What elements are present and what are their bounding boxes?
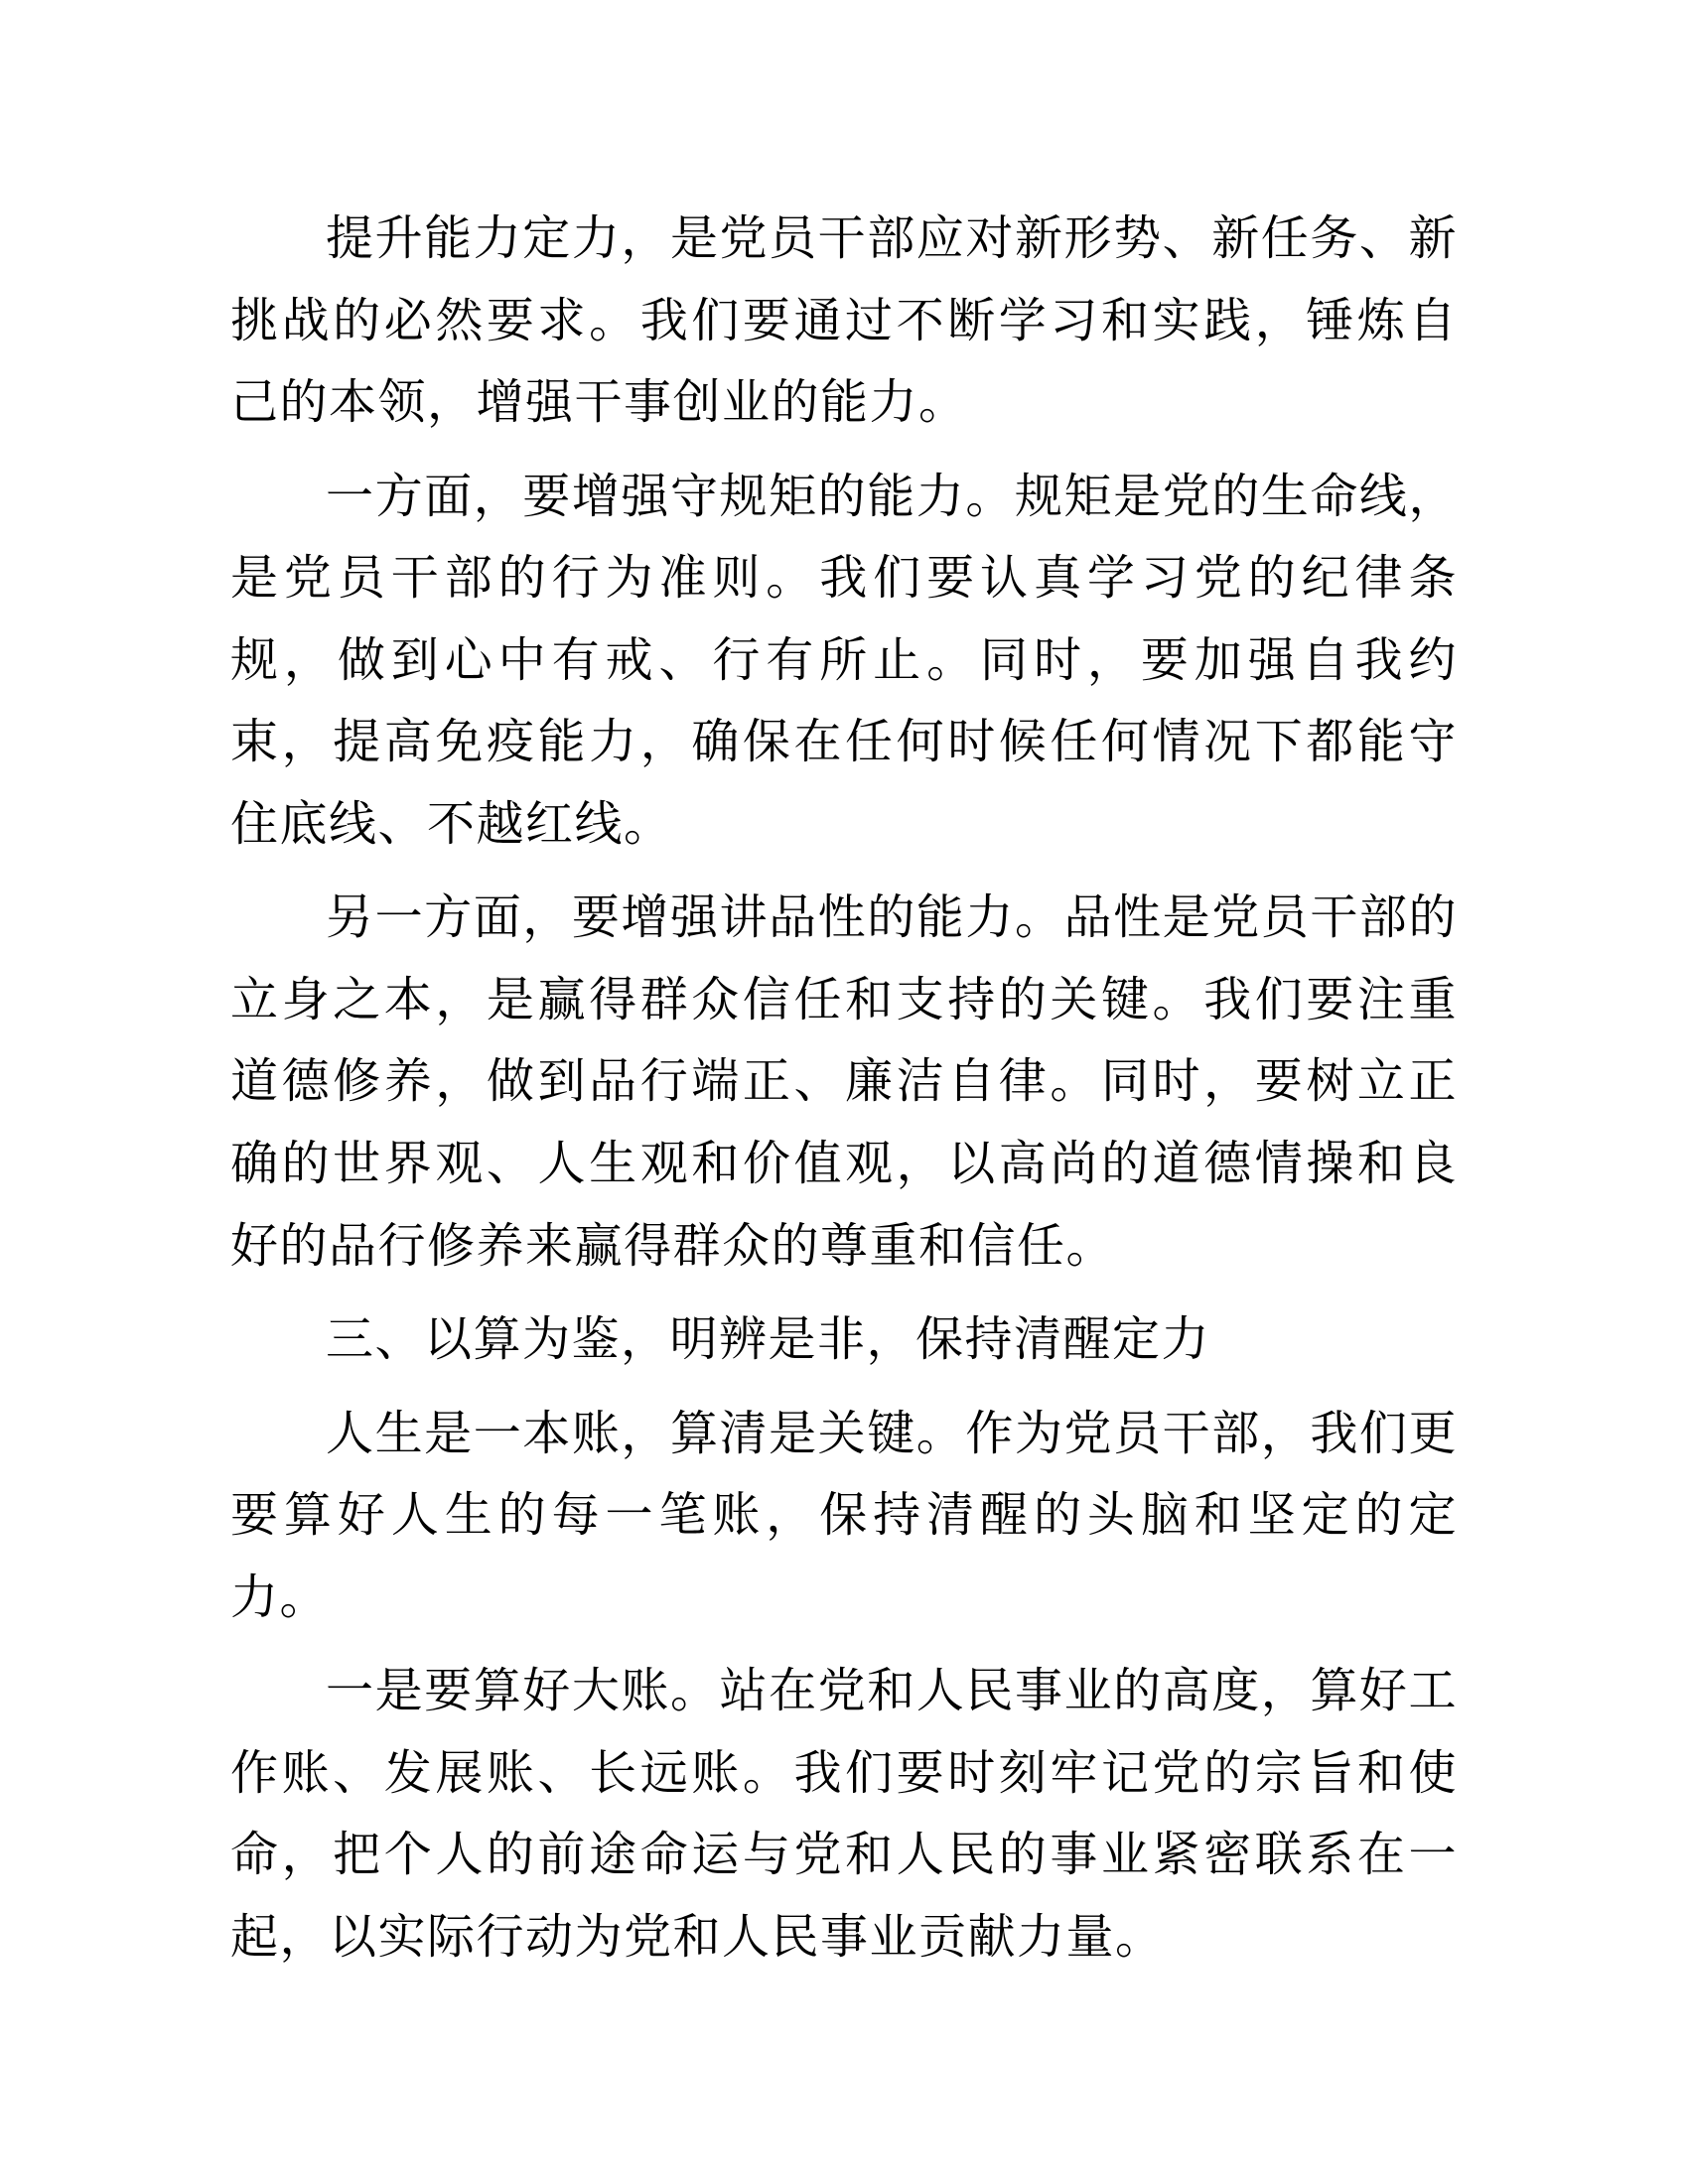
body-paragraph: 提升能力定力，是党员干部应对新形势、新任务、新挑战的必然要求。我们要通过不断学习和实践，锤炼自己的本领，增强干事创业的能力。: [230, 212, 1458, 430]
document-content: [230, 199, 1458, 1979]
body-paragraph: 人生是一本账，算清是关键。作为党员干部，我们更要算好人生的每一笔账，保持清醒的头脑和坚定的定力。: [230, 1407, 1458, 1624]
section-heading: 三、以算为鉴，明辨是非，保持清醒定力: [326, 1313, 1211, 1367]
body-paragraph: 一是要算好大账。站在党和人民事业的高度，算好工作账、发展账、长远账。我们要时刻牢记党的宗旨和使命，把个人的前途命运与党和人民的事业紧密联系在一起，以实际行动为党和人民事业贡献力量。: [230, 1665, 1458, 1964]
body-paragraph: 一方面，要增强守规矩的能力。规矩是党的生命线，是党员干部的行为准则。我们要认真学习党的纪律条规，做到心中有戒、行有所止。同时，要加强自我约束，提高免疫能力，确保在任何时候任何情况下都能守住底线、不越红线。: [230, 470, 1458, 851]
body-paragraph: 另一方面，要增强讲品性的能力。品性是党员干部的立身之本，是赢得群众信任和支持的关键。我们要注重道德修养，做到品行端正、廉洁自律。同时，要树立正确的世界观、人生观和价值观，以高尚的道德情操和良好的品行修养来赢得群众的尊重和信任。: [230, 891, 1458, 1273]
